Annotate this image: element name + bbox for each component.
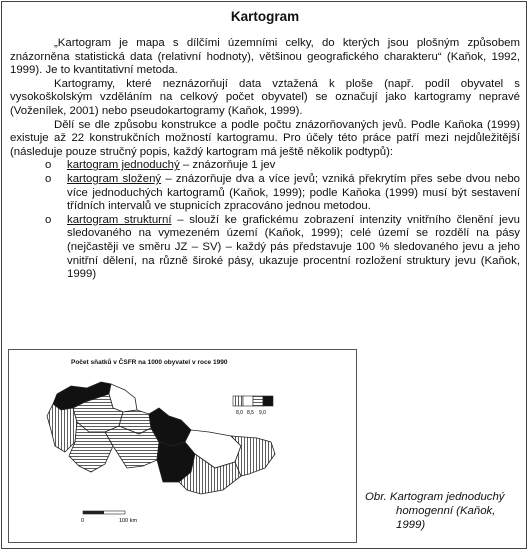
bullet-term: kartogram strukturní <box>67 213 172 226</box>
paragraph-definition: „Kartogram je mapa s dílčími územními celky, do kterých jsou plošným způsobem znázorněna statistická data (relativní hodnoty), většinou geografického charakteru“ (Kaňok, 1992, 1999). Je to kvantitativní metoda. <box>10 37 520 77</box>
list-item <box>10 214 520 282</box>
kartogram-map-figure <box>8 349 357 543</box>
bullet-term: kartogram jednoduchý <box>67 159 180 172</box>
map-title: Počet sňatků v ČSFR na 1000 obyvatel v roce 1990 <box>71 359 228 366</box>
bullet-text: – slouží ke grafickému zobrazení intenzity vnitřního členění jevu sledovaného na vymezeném území (Kaňok, 1999); celé území se rozdělí na pásy (nejčastěji ve směru JZ – SV) – každý pás představuje 100 % sledovaného jevu a jeho vnitřní dělení, na různě široké pásy, ukazuje procentní rozložení struktury jevu (Kaňok, 1999) <box>67 213 520 281</box>
bullet-text: – znázorňuje 1 jev <box>179 159 276 172</box>
figure-caption <box>365 490 525 532</box>
page-title: Kartogram <box>230 9 300 24</box>
caption-line-3: 1999) <box>396 519 426 531</box>
bullet-term: kartogram složený <box>67 172 162 185</box>
region-west <box>47 404 77 452</box>
legend-box-3 <box>253 396 263 406</box>
map-scale-bar <box>81 511 137 524</box>
bullet-marker: o <box>45 213 52 226</box>
scale-label-start: 0 <box>81 518 85 524</box>
caption-line-2: homogenní (Kaňok, <box>396 505 496 517</box>
list-item <box>10 159 520 173</box>
legend-label-2: 8,5 <box>247 410 254 416</box>
legend-label-3: 9,0 <box>259 410 266 416</box>
legend-box-1 <box>233 396 243 406</box>
map-drawing <box>9 350 356 542</box>
bullet-marker: o <box>45 159 52 172</box>
paragraph-pseudokartogram: Kartogramy, které neznázorňují data vztažená k ploše (např. podíl obyvatel s vysokoškolským vzděláním na celkový počet obyvatel) se označují jako kartogramy nepravé (Voženílek, 2001) nebo pseudokartogramy (Kaňok, 1999). <box>10 77 520 117</box>
caption-line-1: Obr. Kartogram jednoduchý <box>365 491 505 503</box>
scale-label-end: 100 km <box>119 518 138 524</box>
legend-box-2 <box>243 396 253 406</box>
bullet-marker: o <box>45 172 52 185</box>
document-body <box>10 37 520 282</box>
legend-label-1: 8,0 <box>236 410 243 416</box>
paragraph-division: Dělí se dle způsobu konstrukce a podle počtu znázorňovaných jevů. Podle Kaňoka (1999) existuje až 22 konstrukčních možností kartogramu. Pro účely této práce patří mezi nejdůležitější (následuje pouze stručný popis, každý kartogram má ještě několik podtypů): <box>10 118 520 158</box>
legend-box-4 <box>263 396 273 406</box>
list-item <box>10 173 520 214</box>
kartogram-type-list <box>10 159 520 281</box>
region-south-moravia <box>105 426 159 468</box>
map-legend <box>233 396 273 416</box>
bullet-text: – znázorňuje dva a více jevů; vzniká překrytím přes sebe dvou nebo více jednoduchých kartogramů (Kaňok, 1999); podle Kaňoka (1999) musí být sestavení třídních intervalů ve stupnicích zpracováno jednou metodou. <box>67 172 520 213</box>
